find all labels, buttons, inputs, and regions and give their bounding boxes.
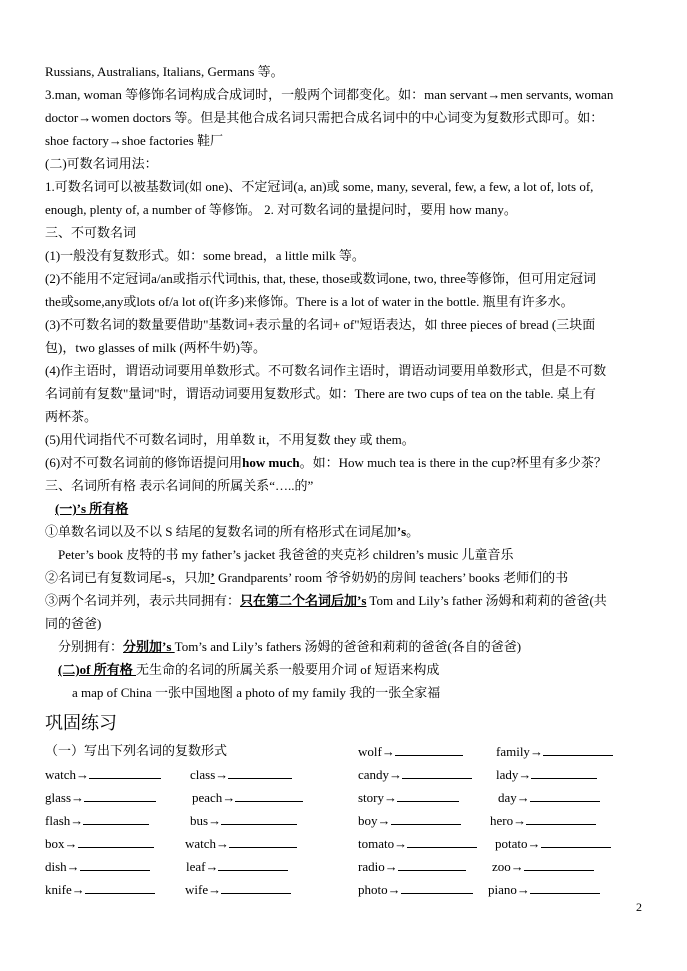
text-span: 无生命的名词的所属关系一般要用介词 of 短语来构成 bbox=[136, 662, 440, 677]
exercise-instruction: （一）写出下列名词的复数形式 bbox=[45, 743, 228, 758]
answer-blank[interactable] bbox=[218, 858, 288, 871]
arrow: → bbox=[389, 767, 403, 782]
text-span: 。 bbox=[406, 524, 420, 539]
answer-blank[interactable] bbox=[83, 812, 149, 825]
text-line: 包)，two glasses of milk (两杯牛奶)等。 bbox=[45, 340, 266, 355]
arrow: → bbox=[529, 744, 543, 759]
answer-blank[interactable] bbox=[85, 881, 155, 894]
word: story bbox=[358, 790, 384, 805]
subsection-heading: (一)’s 所有格 bbox=[55, 501, 129, 516]
text-span: Grandparents’ room 爷爷奶奶的房间 teachers’ books 老师们的书 bbox=[214, 570, 569, 585]
text-line: 1.可数名词可以被基数词(如 one)、不定冠词(a, an)或 some, many, several, few, a few, a lot of, lots of, bbox=[45, 179, 594, 194]
exercise-item bbox=[496, 743, 613, 760]
exercise-item bbox=[358, 789, 459, 806]
text-span: ①单数名词以及不以 S 结尾的复数名词的所有格形式在词尾加 bbox=[45, 524, 397, 539]
arrow: → bbox=[516, 790, 530, 805]
word: dish bbox=[45, 859, 67, 874]
text-line bbox=[45, 593, 607, 609]
underlined-term: 分别加’s bbox=[123, 639, 175, 654]
answer-blank[interactable] bbox=[401, 881, 473, 894]
answer-blank[interactable] bbox=[391, 812, 461, 825]
exercise-item bbox=[496, 766, 597, 783]
underlined-term: 只在第二个名词后加’s bbox=[240, 593, 367, 608]
answer-blank[interactable] bbox=[78, 835, 154, 848]
word: peach bbox=[192, 790, 223, 805]
arrow: → bbox=[71, 882, 85, 897]
answer-blank[interactable] bbox=[229, 835, 297, 848]
exercise-item bbox=[45, 835, 154, 852]
arrow: → bbox=[70, 813, 84, 828]
answer-blank[interactable] bbox=[541, 835, 611, 848]
answer-blank[interactable] bbox=[84, 789, 156, 802]
text-line: Russians, Australians, Italians, Germans 等。 bbox=[45, 64, 284, 79]
exercise-item bbox=[45, 789, 156, 806]
text-line: the或some,any或lots of/a lot of(许多)来修饰。There is a lot of water in the bottle. 瓶里有许多水。 bbox=[45, 294, 574, 309]
arrow: → bbox=[208, 882, 222, 897]
subsection-heading: (二)of 所有格 bbox=[58, 662, 136, 677]
section-heading: (二)可数名词用法： bbox=[45, 156, 158, 171]
exercise-item bbox=[358, 858, 466, 875]
arrow: → bbox=[377, 813, 391, 828]
bold-term: ’s bbox=[396, 524, 407, 539]
answer-blank[interactable] bbox=[398, 858, 466, 871]
text-span: Tom’s and Lily’s fathers 汤姆的爸爸和莉莉的爸爸(各自的爸爸) bbox=[174, 639, 522, 654]
exercise-item bbox=[358, 743, 463, 760]
text-line: shoe factory→shoe factories 鞋厂 bbox=[45, 133, 223, 148]
arrow: → bbox=[518, 767, 532, 782]
word: class bbox=[190, 767, 216, 782]
word: leaf bbox=[186, 859, 206, 874]
arrow: → bbox=[76, 767, 90, 782]
exercise-item bbox=[185, 835, 297, 852]
word: watch bbox=[45, 767, 77, 782]
answer-blank[interactable] bbox=[395, 743, 463, 756]
answer-blank[interactable] bbox=[530, 789, 600, 802]
word: photo bbox=[358, 882, 388, 897]
arrow: → bbox=[513, 813, 527, 828]
word: radio bbox=[358, 859, 385, 874]
exercise-item bbox=[186, 858, 288, 875]
word: hero bbox=[490, 813, 514, 828]
arrow: → bbox=[64, 836, 78, 851]
text-line: 同的爸爸) bbox=[45, 616, 102, 631]
arrow: → bbox=[527, 836, 541, 851]
text-span: ②名词已有复数词尾-s，只加 bbox=[45, 570, 211, 585]
arrow: → bbox=[71, 790, 84, 805]
arrow: → bbox=[516, 882, 530, 897]
answer-blank[interactable] bbox=[235, 789, 303, 802]
text-span: 。如：How much tea is there in the cup?杯里有多少茶？ bbox=[299, 455, 607, 470]
answer-blank[interactable] bbox=[397, 789, 459, 802]
arrow: → bbox=[387, 882, 401, 897]
text-span: Tom and Lily’s father 汤姆和莉莉的爸爸(共 bbox=[366, 593, 607, 608]
text-line: Peter’s book 皮特的书 my father’s jacket 我爸爸的夹克衫 children’s music 儿童音乐 bbox=[58, 547, 514, 562]
exercise-item bbox=[190, 812, 297, 829]
exercise-item bbox=[45, 766, 161, 783]
exercise-item bbox=[358, 812, 461, 829]
exercise-item bbox=[190, 766, 292, 783]
word: zoo bbox=[492, 859, 511, 874]
arrow: → bbox=[384, 859, 398, 874]
arrow: → bbox=[510, 859, 524, 874]
text-line bbox=[45, 570, 568, 586]
exercise-item bbox=[45, 858, 150, 875]
bold-term: how much bbox=[242, 455, 300, 470]
exercise-item bbox=[45, 812, 149, 829]
exercise-item bbox=[490, 812, 596, 829]
exercise-title: 巩固练习 bbox=[45, 713, 117, 733]
text-span: 分别拥有： bbox=[58, 639, 124, 654]
exercise-item bbox=[358, 766, 472, 783]
arrow: → bbox=[208, 813, 222, 828]
word: knife bbox=[45, 882, 72, 897]
exercise-item bbox=[358, 881, 473, 898]
word: potato bbox=[495, 836, 528, 851]
answer-blank[interactable] bbox=[221, 881, 291, 894]
word: piano bbox=[488, 882, 517, 897]
exercise-item bbox=[185, 881, 291, 898]
answer-blank[interactable] bbox=[526, 812, 596, 825]
exercise-item bbox=[358, 835, 477, 852]
section-heading: 三、名词所有格 表示名词间的所属关系“…..的” bbox=[45, 478, 314, 493]
arrow: → bbox=[66, 859, 80, 874]
text-line: 名词前有复数"量词"时，谓语动词要用复数形式。如：There are two cups of tea on the table. 桌上有 bbox=[45, 386, 596, 401]
text-line bbox=[45, 455, 607, 471]
word: bus bbox=[190, 813, 209, 828]
word: day bbox=[498, 790, 517, 805]
text-line: doctor→women doctors 等。但是其他合成名词只需把合成名词中的中心词变为复数形式即可。如： bbox=[45, 110, 604, 125]
word: lady bbox=[496, 767, 519, 782]
text-line: (4)作主语时，谓语动词要用单数形式。不可数名词作主语时，谓语动词要用单数形式，但是不可数 bbox=[45, 363, 607, 378]
section-heading: 三、不可数名词 bbox=[45, 225, 137, 240]
text-span: ③两个名词并列，表示共同拥有： bbox=[45, 593, 241, 608]
word: tomato bbox=[358, 836, 395, 851]
word: wolf bbox=[358, 744, 382, 759]
text-line: enough, plenty of, a number of 等修饰。 2. 对可数名词的量提问时，要用 how many。 bbox=[45, 202, 517, 217]
text-line: (2)不能用不定冠词a/an或指示代词this, that, these, those或数词one, two, three等修饰，但可用定冠词 bbox=[45, 271, 596, 286]
arrow: → bbox=[215, 767, 229, 782]
word: family bbox=[496, 744, 530, 759]
answer-blank[interactable] bbox=[221, 812, 297, 825]
exercise-item bbox=[488, 881, 600, 898]
exercise-item bbox=[498, 789, 600, 806]
word: boy bbox=[358, 813, 378, 828]
exercise-item bbox=[492, 858, 594, 875]
word: watch bbox=[185, 836, 217, 851]
arrow: → bbox=[222, 790, 236, 805]
text-span: (6)对不可数名词前的修饰语提问用 bbox=[45, 455, 243, 470]
word: wife bbox=[185, 882, 209, 897]
answer-blank[interactable] bbox=[530, 881, 600, 894]
page-number: 2 bbox=[636, 900, 642, 914]
text-line: (5)用代词指代不可数名词时，用单数 it，不用复数 they 或 them。 bbox=[45, 432, 415, 447]
answer-blank[interactable] bbox=[531, 766, 597, 779]
answer-blank[interactable] bbox=[407, 835, 477, 848]
text-line: 两杯茶。 bbox=[45, 409, 98, 424]
text-line bbox=[45, 524, 419, 540]
text-line bbox=[58, 639, 521, 655]
arrow: → bbox=[384, 790, 397, 805]
word: flash bbox=[45, 813, 71, 828]
exercise-item bbox=[495, 835, 611, 852]
word: candy bbox=[358, 767, 390, 782]
answer-blank[interactable] bbox=[228, 766, 292, 779]
answer-blank[interactable] bbox=[89, 766, 161, 779]
arrow: → bbox=[216, 836, 230, 851]
text-line: (3)不可数名词的数量要借助"基数词+表示量的名词+ of"短语表达，如 three pieces of bread (三块面 bbox=[45, 317, 596, 332]
text-line: (1)一般没有复数形式。如：some bread，a little milk 等。 bbox=[45, 248, 365, 263]
arrow: → bbox=[394, 836, 408, 851]
text-line: 3.man, woman 等修饰名词构成合成词时，一般两个词都变化。如：man servant→men servants, woman bbox=[45, 87, 614, 102]
text-line: a map of China 一张中国地图 a photo of my family 我的一张全家福 bbox=[72, 685, 441, 700]
text-line bbox=[58, 662, 439, 678]
word: box bbox=[45, 836, 65, 851]
exercise-item bbox=[45, 881, 155, 898]
arrow: → bbox=[381, 744, 395, 759]
bold-term: ’ bbox=[210, 570, 215, 585]
answer-blank[interactable] bbox=[80, 858, 150, 871]
exercise-item bbox=[192, 789, 303, 806]
answer-blank[interactable] bbox=[524, 858, 594, 871]
answer-blank[interactable] bbox=[543, 743, 613, 756]
answer-blank[interactable] bbox=[402, 766, 472, 779]
arrow: → bbox=[205, 859, 219, 874]
word: glass bbox=[45, 790, 71, 805]
